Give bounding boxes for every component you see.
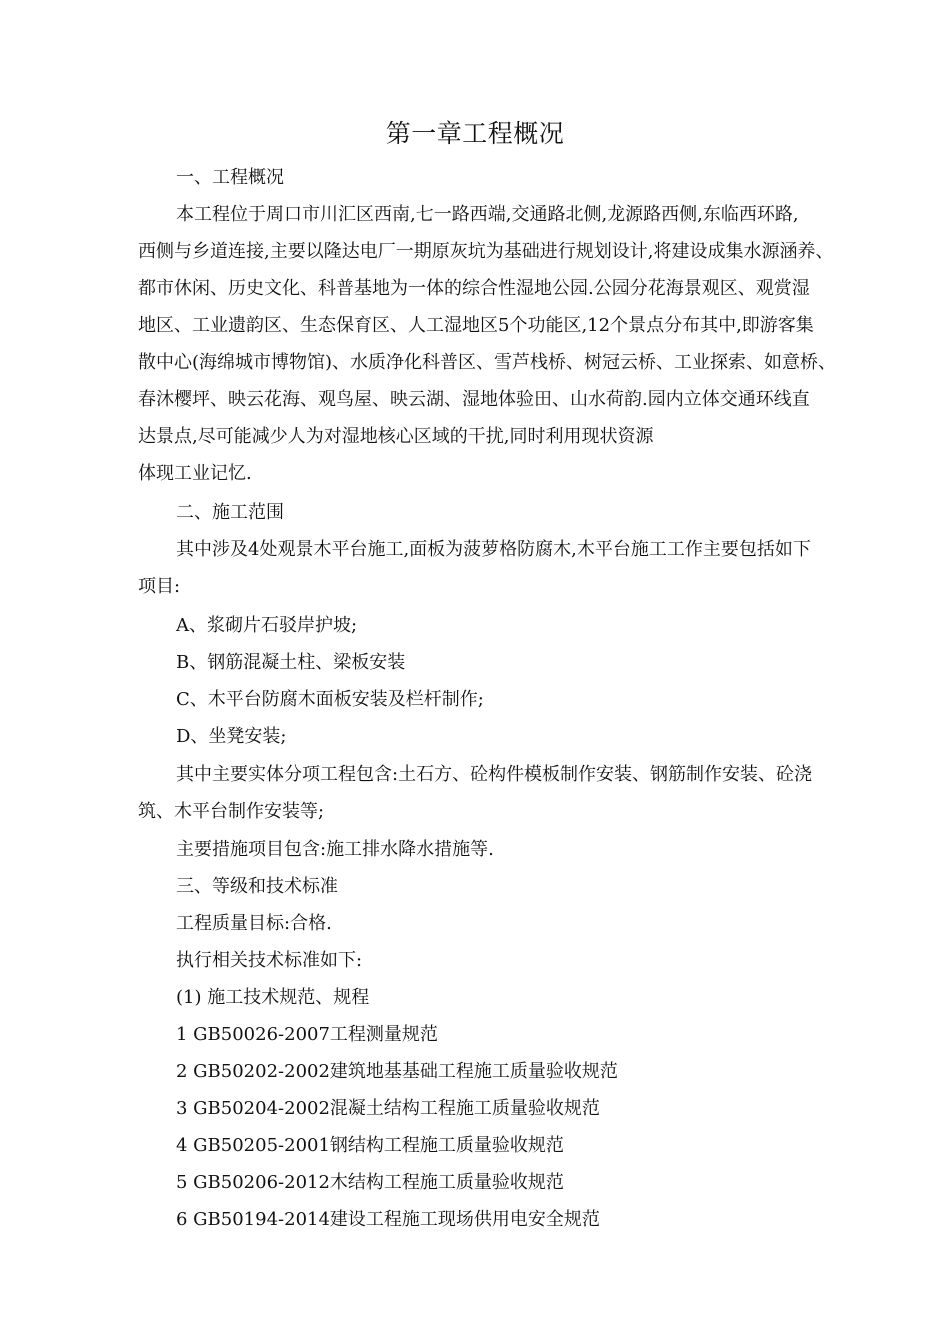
scope-list-item: C、木平台防腐木面板安装及栏杆制作; <box>176 689 484 710</box>
section-heading-overview: 一、工程概况 <box>176 167 284 188</box>
standard-item: 5 GB50206-2012木结构工程施工质量验收规范 <box>176 1172 564 1193</box>
overview-paragraph-line: 达景点,尽可能减少人为对湿地核心区域的干扰,同时利用现状资源 <box>138 426 654 447</box>
scope-list-item: A、浆砌片石驳岸护坡; <box>176 615 358 636</box>
overview-paragraph-line: 散中心(海绵城市博物馆)、水质净化科普区、雪芦栈桥、树冠云桥、工业探索、如意桥、 <box>138 352 837 373</box>
overview-paragraph-line: 本工程位于周口市川汇区西南,七一路西端,交通路北侧,龙源路西侧,东临西环路, <box>176 204 799 225</box>
scope-list-item: B、钢筋混凝土柱、梁板安装 <box>176 652 406 673</box>
standards-subheading: (1) 施工技术规范、规程 <box>176 987 370 1008</box>
scope-works-line: 筑、木平台制作安装等; <box>138 801 325 822</box>
overview-paragraph-line: 地区、工业遗韵区、生态保育区、人工湿地区5个功能区,12个景点分布其中,即游客集 <box>138 315 814 336</box>
quality-target: 工程质量目标:合格. <box>176 913 332 934</box>
section-heading-scope: 二、施工范围 <box>176 502 284 523</box>
overview-paragraph-line: 春沐樱坪、映云花海、观鸟屋、映云湖、湿地体验田、山水荷韵.园内立体交通环线直 <box>138 389 810 410</box>
standards-intro: 执行相关技术标准如下: <box>176 950 363 971</box>
scope-measures-line: 主要措施项目包含:施工排水降水措施等. <box>176 839 494 860</box>
standard-item: 3 GB50204-2002混凝土结构工程施工质量验收规范 <box>176 1098 600 1119</box>
scope-works-line: 其中主要实体分项工程包含:土石方、砼构件模板制作安装、钢筋制作安装、砼浇 <box>176 764 813 785</box>
standard-item: 1 GB50026-2007工程测量规范 <box>176 1024 438 1045</box>
section-heading-standards: 三、等级和技术标准 <box>176 876 338 897</box>
overview-paragraph-line: 都市休闲、历史文化、科普基地为一体的综合性湿地公园.公园分花海景观区、观赏湿 <box>138 278 810 299</box>
chapter-title: 第一章工程概况 <box>385 119 565 148</box>
overview-paragraph-line: 体现工业记忆. <box>138 463 252 484</box>
scope-paragraph-line: 项目: <box>138 576 181 597</box>
overview-paragraph-line: 西侧与乡道连接,主要以隆达电厂一期原灰坑为基础进行规划设计,将建设成集水源涵养、 <box>138 241 834 262</box>
standard-item: 6 GB50194-2014建设工程施工现场供用电安全规范 <box>176 1209 600 1230</box>
standard-item: 4 GB50205-2001钢结构工程施工质量验收规范 <box>176 1135 564 1156</box>
scope-list-item: D、坐凳安装; <box>176 726 287 747</box>
standard-item: 2 GB50202-2002建筑地基基础工程施工质量验收规范 <box>176 1061 618 1082</box>
scope-paragraph-line: 其中涉及4处观景木平台施工,面板为菠萝格防腐木,木平台施工工作主要包括如下 <box>176 539 811 560</box>
